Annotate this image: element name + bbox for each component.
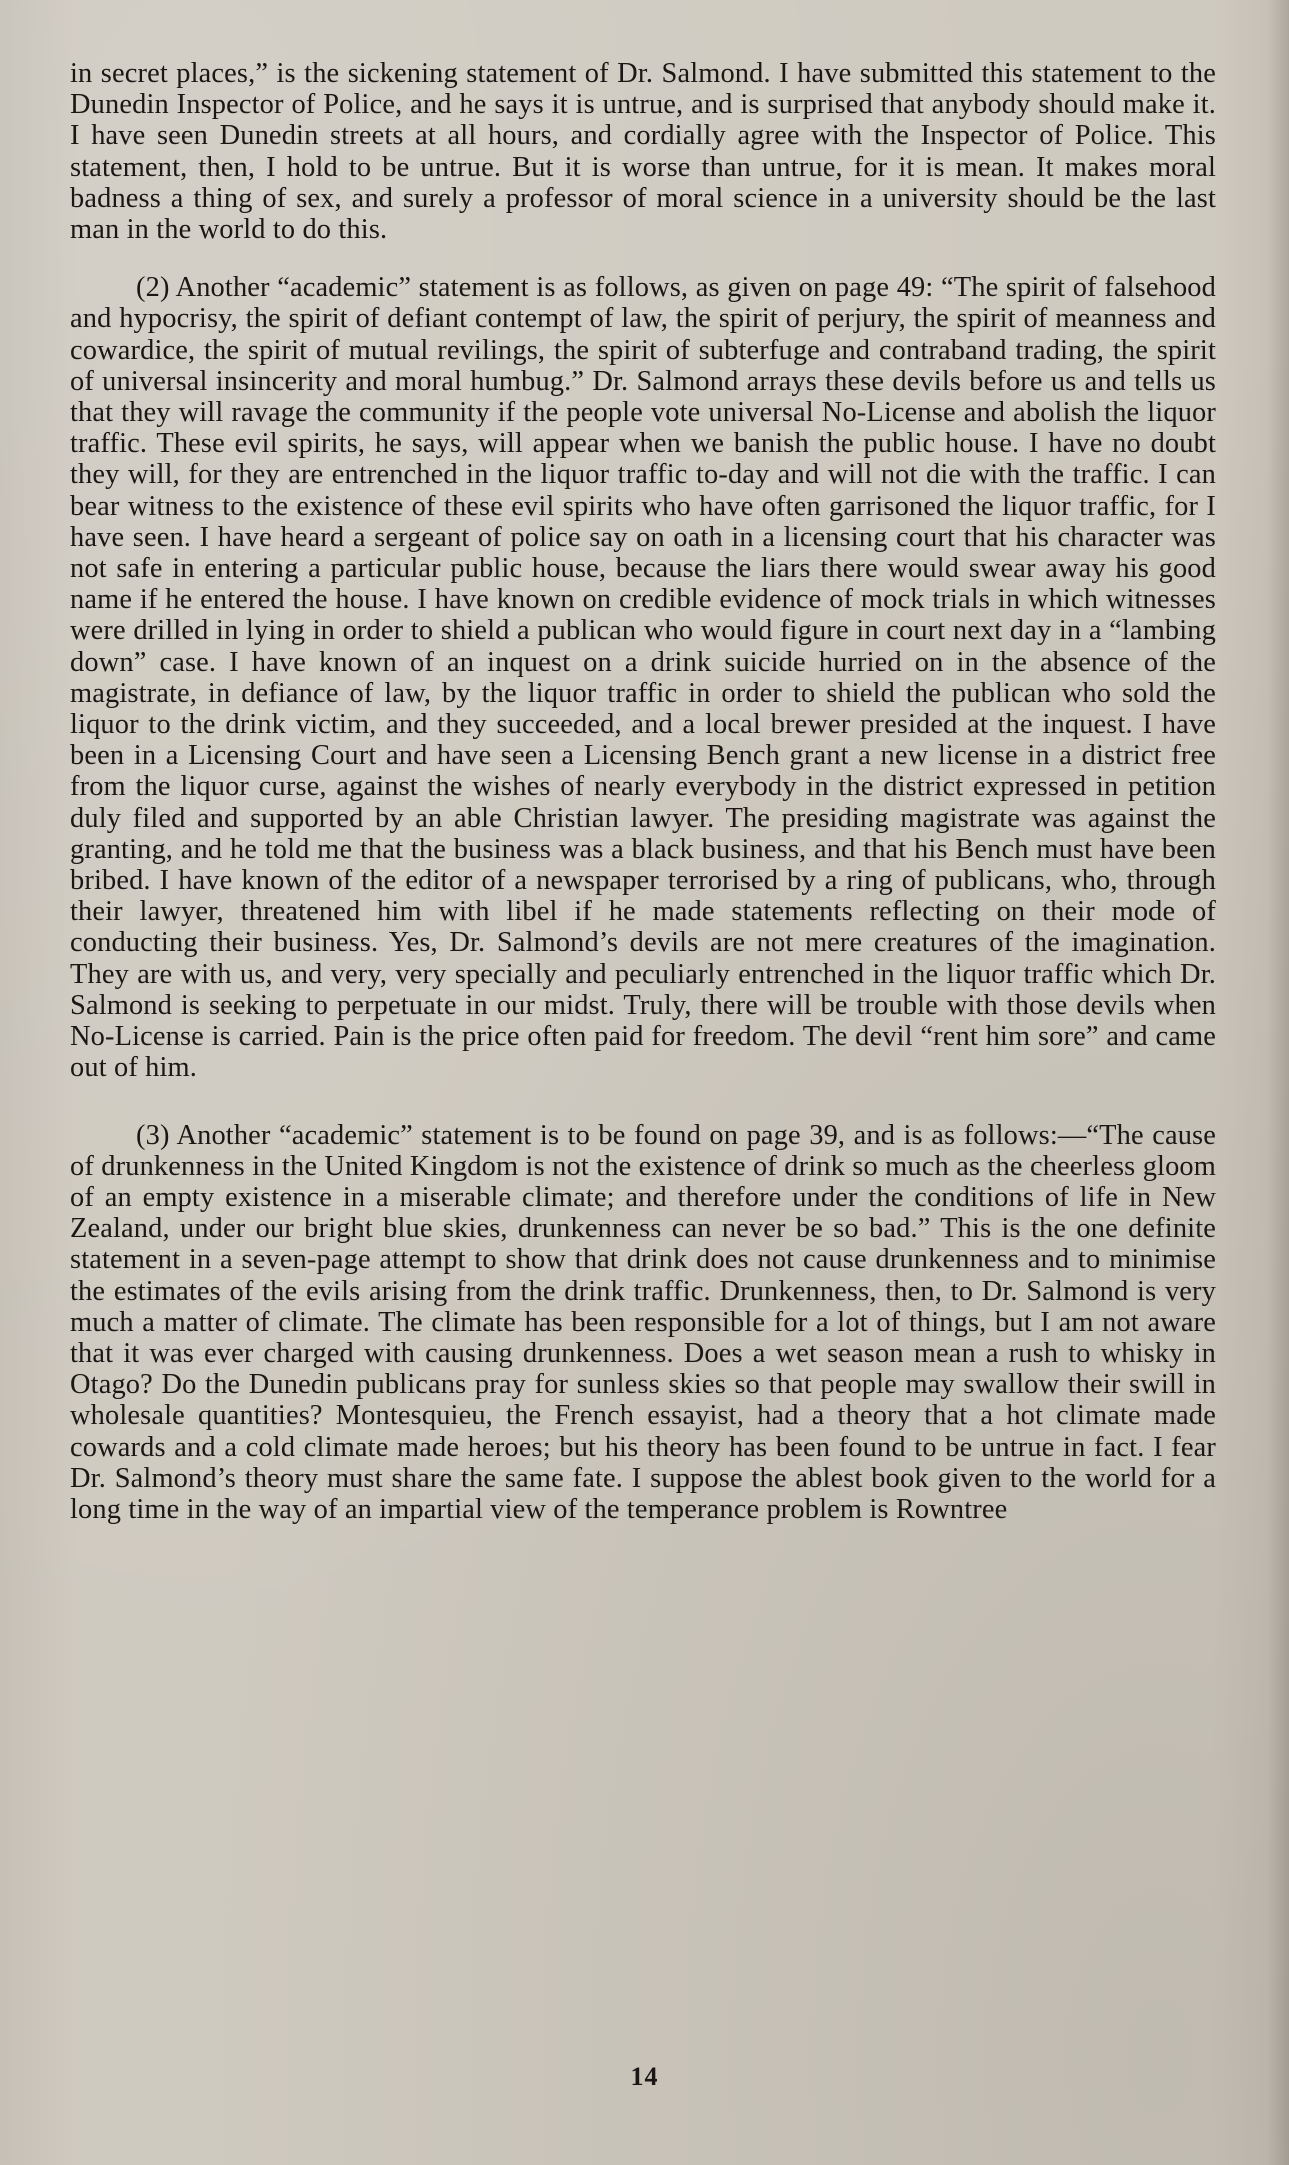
page-number: 14: [630, 2062, 659, 2091]
paragraph-point-3: (3) Another “academic” statement is to be found on page 39, and is as follows:—“The cause of drunkenness in the United Kingdom is not the existence of drink so much as the cheerless gloom of an empty existence in a miserable climate; and therefore under the conditions of life in New Zealand, under our bright blue skies, drunkenness can never be so bad.” This is the one definite statement in a seven-page attempt to show that drink does not cause drunkenness and to minimise the estimates of the evils arising from the drink traffic. Drunkenness, then, to Dr. Salmond is very much a matter of climate. The climate has been responsible for a lot of things, but I am not aware that it was ever charged with causing drunkenness. Does a wet season mean a rush to whisky in Otago? Do the Dunedin publicans pray for sunless skies so that people may swallow their swill in wholesale quantities? Montesquieu, the French essayist, had a theory that a hot climate made cowards and a cold climate made heroes; but his theory has been found to be untrue in fact. I fear Dr. Salmond’s theory must share the same fate. I suppose the ablest book given to the world for a long time in the way of an impartial view of the temperance problem is Rowntree: [70, 1119, 1216, 1525]
paragraph-continued: in secret places,” is the sickening statement of Dr. Salmond. I have submitted this statement to the Dunedin Inspector of Police, and he says it is untrue, and is surprised that anybody should make it. I have seen Dunedin streets at all hours, and cordially agree with the Inspector of Police. This statement, then, I hold to be untrue. But it is worse than untrue, for it is mean. It makes moral badness a thing of sex, and surely a professor of moral science in a university should be the last man in the world to do this.: [70, 58, 1216, 246]
page-edge-shadow: [1267, 0, 1289, 2165]
paragraph-point-2: (2) Another “academic” statement is as follows, as given on page 49: “The spirit of falsehood and hypocrisy, the spirit of defiant contempt of law, the spirit of perjury, the spirit of meanness and cowardice, the spirit of mutual revilings, the spirit of subterfuge and contraband trading, the spirit of universal insincerity and moral humbug.” Dr. Salmond arrays these devils before us and tells us that they will ravage the community if the people vote universal No-License and abolish the liquor traffic. These evil spirits, he says, will appear when we banish the public house. I have no doubt they will, for they are entrenched in the liquor traffic to-day and will not die with the traffic. I can bear witness to the existence of these evil spirits who have often garrisoned the liquor traffic, for I have seen. I have heard a sergeant of police say on oath in a licensing court that his character was not safe in entering a particular public house, because the liars there would swear away his good name if he entered the house. I have known on credible evidence of mock trials in which witnesses were drilled in lying in order to shield a publican who would figure in court next day in a “lambing down” case. I have known of an inquest on a drink suicide hurried on in the absence of the magistrate, in defiance of law, by the liquor traffic in order to shield the publican who sold the liquor to the drink victim, and they succeeded, and a local brewer presided at the inquest. I have been in a Licensing Court and have seen a Licensing Bench grant a new license in a district free from the liquor curse, against the wishes of nearly everybody in the district expressed in petition duly filed and supported by an able Christian lawyer. The presiding magistrate was against the granting, and he told me that the business was a black business, and that his Bench must have been bribed. I have known of the editor of a newspaper terrorised by a ring of publicans, who, through their lawyer, threatened him with libel if he made statements reflecting on their mode of conducting their business. Yes, Dr. Salmond’s devils are not mere creatures of the imagination. They are with us, and very, very specially and peculiarly entrenched in the liquor traffic which Dr. Salmond is seeking to perpetuate in our midst. Truly, there will be trouble with those devils when No-License is carried. Pain is the price often paid for freedom. The devil “rent him sore” and came out of him.: [70, 272, 1216, 1084]
document-page: [70, 58, 1216, 1525]
